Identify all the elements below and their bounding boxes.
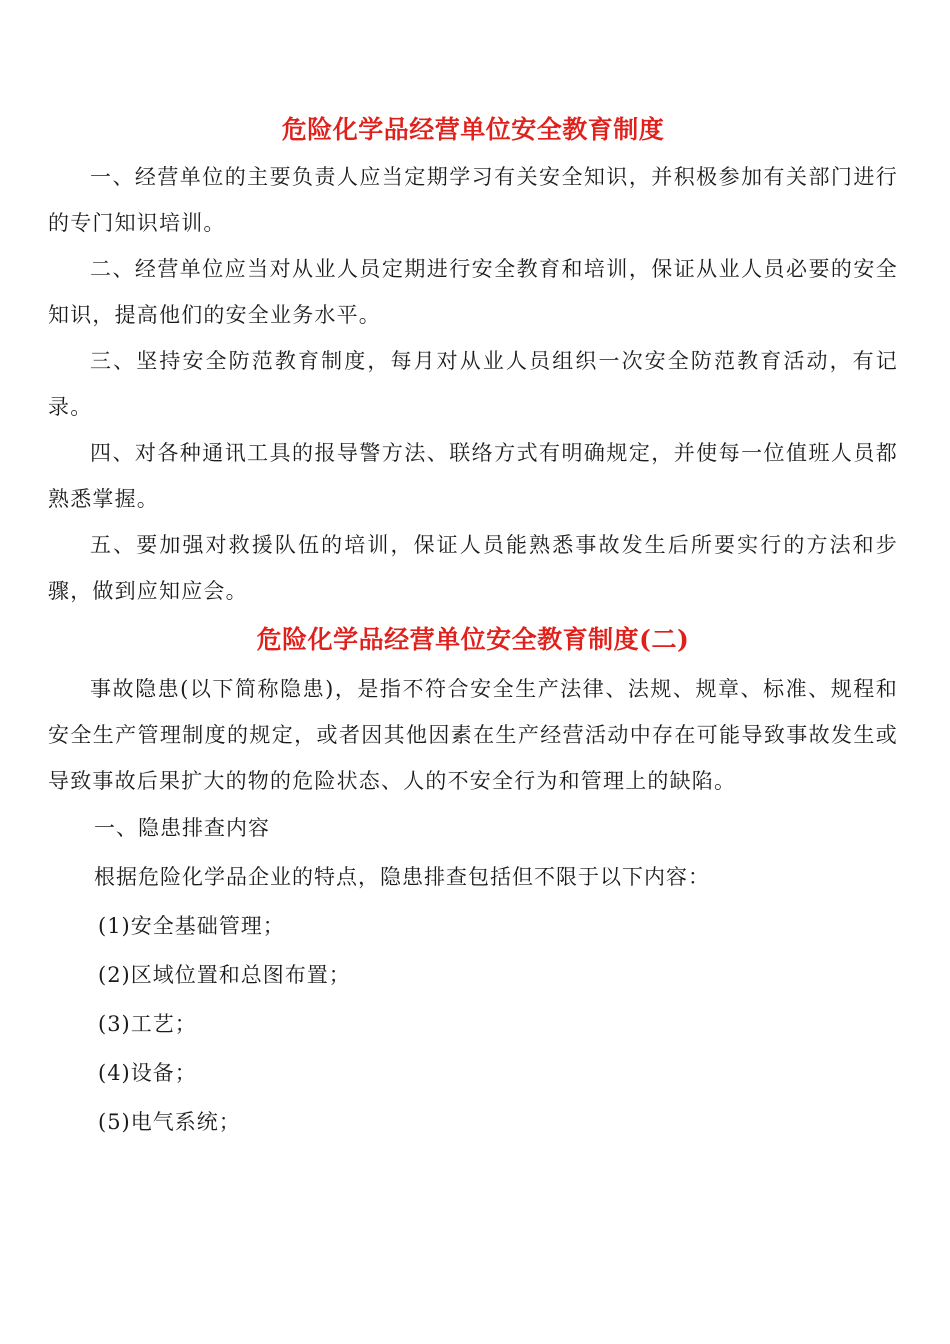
section2-intro-paragraph: 事故隐患(以下简称隐患)，是指不符合安全生产法律、法规、规章、标准、规程和安全生产管理制度的规定，或者因其他因素在生产经营活动中存在可能导致事故发生或导致事故后果扩大的物的危险状态、人的不安全行为和管理上的缺陷。 <box>48 677 898 793</box>
list-item: (5)电气系统； <box>98 1110 241 1134</box>
section1-paragraph-5: 五、要加强对救援队伍的培训，保证人员能熟悉事故发生后所要实行的方法和步骤，做到应知应会。 <box>48 533 898 603</box>
section2-lead: 根据危险化学品企业的特点，隐患排查包括但不限于以下内容： <box>94 865 710 889</box>
section1-paragraph-4: 四、对各种通讯工具的报导警方法、联络方式有明确规定，并使每一位值班人员都熟悉掌握。 <box>48 441 898 511</box>
list-item: (3)工艺； <box>98 1012 197 1036</box>
section2-title: 危险化学品经营单位安全教育制度(二) <box>256 625 690 654</box>
list-item: (1)安全基础管理； <box>98 914 285 938</box>
section1-paragraph-1: 一、经营单位的主要负责人应当定期学习有关安全知识，并积极参加有关部门进行的专门知识培训。 <box>48 165 898 235</box>
section1-title: 危险化学品经营单位安全教育制度 <box>281 115 665 144</box>
list-item: (2)区域位置和总图布置； <box>98 963 351 987</box>
section2-heading: 一、隐患排查内容 <box>94 816 270 840</box>
document-page <box>48 108 898 1147</box>
section1-paragraph-2: 二、经营单位应当对从业人员定期进行安全教育和培训，保证从业人员必要的安全知识，提高他们的安全业务水平。 <box>48 257 898 327</box>
list-item: (4)设备； <box>98 1061 197 1085</box>
section1-paragraph-3: 三、坚持安全防范教育制度，每月对从业人员组织一次安全防范教育活动，有记录。 <box>48 349 898 419</box>
